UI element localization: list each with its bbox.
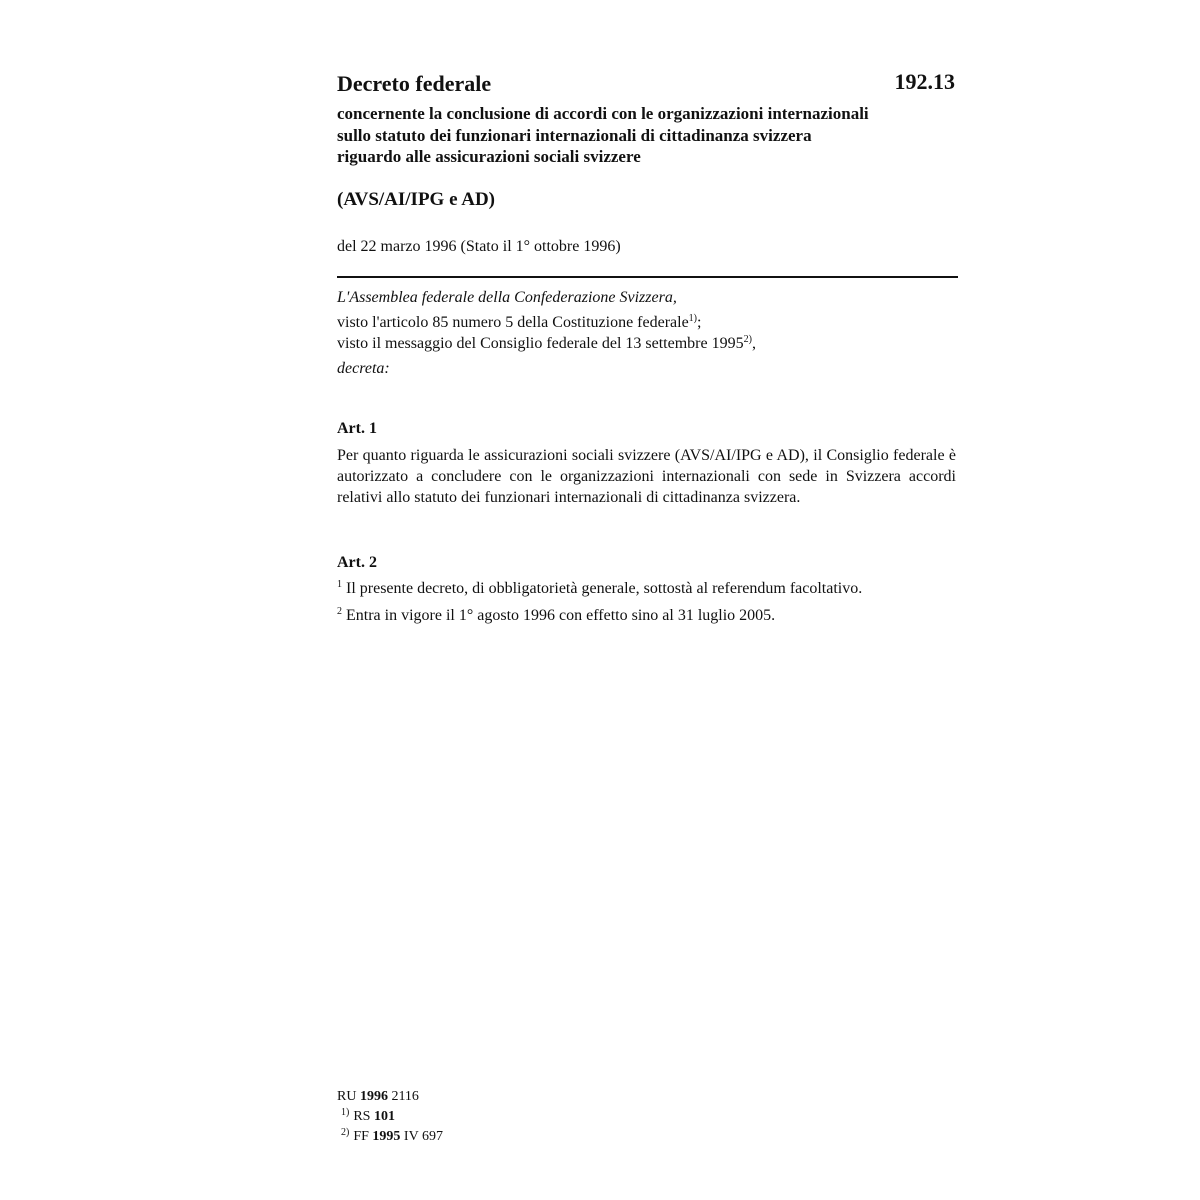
header-divider (337, 276, 958, 278)
paragraph-mark: 1 (337, 579, 342, 590)
footnote-ref-2[interactable]: 2) (743, 334, 752, 345)
footnote-2 (337, 1125, 443, 1145)
article-2-paragraph-2 (337, 607, 775, 625)
article-1-text: Per quanto riguarda le assicurazioni sociali svizzere (AVS/AI/IPG e AD), il Consiglio federale è autorizzato a concludere con le organizzazioni internazionali con sede in Svizzera accordi relativi allo statuto dei funzionari internazionali di cittadinanza svizzera. (337, 447, 956, 506)
document-title: Decreto federale (337, 71, 492, 96)
footnote-ref-1[interactable]: 1) (688, 313, 698, 324)
law-number: 192.13 (894, 69, 955, 94)
footnotes (337, 1089, 443, 1145)
preamble-line-1 (337, 312, 958, 333)
footnote-prefix: RS (353, 1109, 371, 1124)
document-subtitle: concernente la conclusione di accordi con le organizzazioni internazionali sullo statuto dei funzionari internazionali di cittadinanza svizzera riguardo alle assicurazioni sociali svizzere (337, 104, 869, 166)
document-date: del 22 marzo 1996 (Stato il 1° ottobre 1996) (337, 238, 621, 255)
footnote-suffix: IV 697 (403, 1129, 443, 1144)
paragraph-text: Entra in vigore il 1° agosto 1996 con effetto sino al 31 luglio 2005. (346, 607, 776, 624)
preamble-line-2-text: visto il messaggio del Consiglio federale del 13 settembre 1995 (337, 335, 744, 352)
paragraph-mark: 2 (337, 606, 342, 617)
preamble-assembly: L'Assemblea federale della Confederazione Svizzera, (337, 289, 677, 306)
footnote-bold: 1995 (372, 1129, 401, 1144)
article-2-heading: Art. 2 (337, 554, 377, 571)
preamble-decreta: decreta: (337, 360, 390, 377)
footnote-1 (337, 1105, 443, 1125)
document-page (337, 0, 958, 1200)
footnote-bold: 101 (373, 1109, 395, 1124)
footnote-mark: 1) (341, 1107, 350, 1118)
footnote-mark: 2) (341, 1127, 350, 1138)
article-2-paragraph-1 (337, 580, 862, 598)
preamble-line-1-end: ; (697, 314, 702, 331)
preamble-line-2 (337, 333, 958, 354)
ru-prefix: RU (337, 1089, 357, 1104)
abbreviation: (AVS/AI/IPG e AD) (337, 189, 495, 210)
preamble-line-1-text: visto l'articolo 85 numero 5 della Costituzione federale (337, 314, 689, 331)
ru-year: 1996 (359, 1089, 388, 1104)
preamble (337, 287, 958, 379)
article-1-heading: Art. 1 (337, 420, 377, 437)
preamble-line-2-end: , (751, 335, 756, 352)
paragraph-text: Il presente decreto, di obbligatorietà generale, sottostà al referendum facoltativo. (346, 580, 863, 597)
ru-reference (337, 1089, 443, 1105)
footnote-prefix: FF (353, 1129, 369, 1144)
ru-page: 2116 (391, 1089, 419, 1104)
